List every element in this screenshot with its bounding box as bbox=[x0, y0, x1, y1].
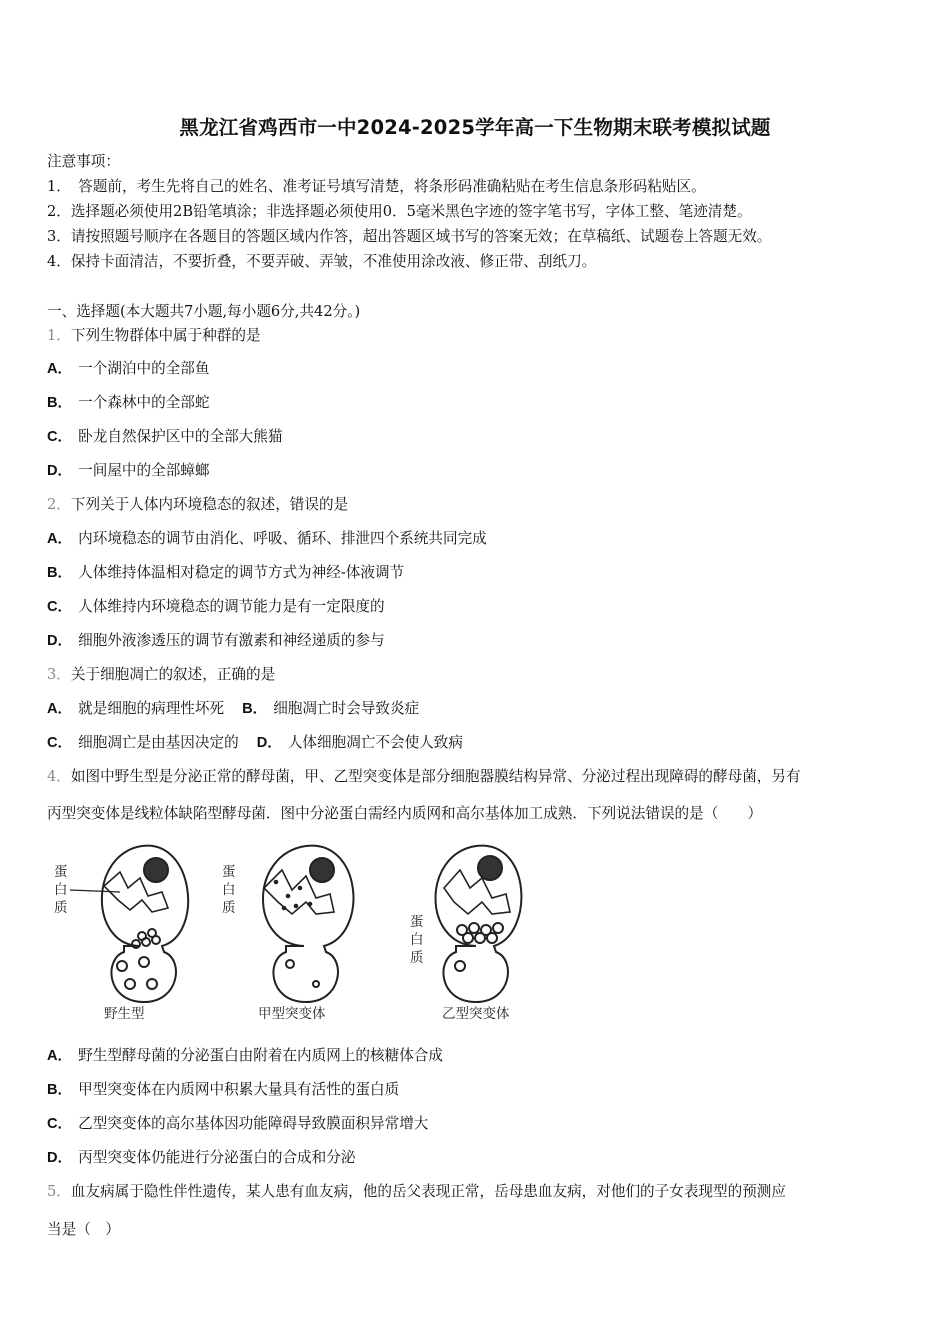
question-number: 4． bbox=[47, 768, 71, 785]
protein-label: 质 bbox=[222, 900, 236, 916]
question-number: 5． bbox=[47, 1183, 71, 1200]
question-1-stem: 1．下列生物群体中属于种群的是 bbox=[47, 327, 261, 344]
protein-label: 质 bbox=[410, 950, 424, 966]
question-number: 3． bbox=[47, 666, 71, 683]
question-3-option-c-label: C． bbox=[47, 735, 73, 751]
caption-wild-type: 野生型 bbox=[104, 1006, 145, 1022]
question-3-option-d-label: D． bbox=[256, 735, 282, 751]
question-2-stem: 2．下列关于人体内环境稳态的叙述，错误的是 bbox=[47, 496, 349, 513]
question-2-option-c: C． 人体维持内环境稳态的调节能力是有一定限度的 bbox=[47, 598, 385, 615]
notice-item: 4．保持卡面清洁，不要折叠，不要弄破、弄皱，不准使用涂改液、修正带、刮纸刀。 bbox=[47, 253, 597, 270]
type-a-mutant-cell bbox=[263, 846, 353, 1002]
protein-label: 质 bbox=[54, 900, 68, 916]
caption-type-b: 乙型突变体 bbox=[442, 1006, 510, 1022]
question-number: 1． bbox=[47, 327, 71, 344]
notice-item: 3．请按照题号顺序在各题目的答题区域内作答，超出答题区域书写的答案无效；在草稿纸、试题卷上答题无效。 bbox=[47, 228, 772, 245]
question-1-option-a: A． 一个湖泊中的全部鱼 bbox=[47, 360, 210, 377]
question-number: 2． bbox=[47, 496, 71, 513]
question-2-option-b: B． 人体维持体温相对稳定的调节方式为神经-体液调节 bbox=[47, 564, 405, 581]
notice-item: 2．选择题必须使用2B铅笔填涂；非选择题必须使用0．5毫米黑色字迹的签字笔书写，字体工整、笔迹清楚。 bbox=[47, 203, 752, 220]
yeast-cell-figure bbox=[44, 834, 534, 1026]
question-4-option-a: A． 野生型酵母菌的分泌蛋白由附着在内质网上的核糖体合成 bbox=[47, 1047, 443, 1064]
type-b-mutant-cell bbox=[436, 846, 522, 1002]
protein-label: 白 bbox=[54, 882, 68, 898]
question-3-options-row-2: C． 细胞凋亡是由基因决定的 D． 人体细胞凋亡不会使人致病 bbox=[47, 734, 463, 751]
question-4-option-b: B． 甲型突变体在内质网中积累大量具有活性的蛋白质 bbox=[47, 1081, 400, 1098]
question-5-stem-line-2: 当是（ ） bbox=[47, 1221, 120, 1238]
protein-label: 蛋 bbox=[410, 914, 424, 930]
page-title: 黑龙江省鸡西市一中2024-2025学年高一下生物期末联考模拟试题 bbox=[179, 116, 771, 139]
notice-heading: 注意事项： bbox=[47, 153, 120, 170]
notice-item: 1． 答题前，考生先将自己的姓名、准考证号填写清楚，将条形码准确粘贴在考生信息条形码粘贴区。 bbox=[47, 178, 706, 195]
question-1-option-c: C． 卧龙自然保护区中的全部大熊猫 bbox=[47, 428, 283, 445]
question-3-stem: 3．关于细胞凋亡的叙述，正确的是 bbox=[47, 666, 276, 683]
protein-label: 蛋 bbox=[222, 864, 236, 880]
question-3-options-row-1: A． 就是细胞的病理性坏死 B． 细胞凋亡时会导致炎症 bbox=[47, 700, 420, 717]
wild-type-cell bbox=[102, 846, 188, 1002]
question-1-option-b: B． 一个森林中的全部蛇 bbox=[47, 394, 210, 411]
question-3-option-b-label: B． bbox=[242, 701, 268, 717]
question-4-option-c: C． 乙型突变体的高尔基体因功能障碍导致膜面积异常增大 bbox=[47, 1115, 429, 1132]
question-1-option-d: D． 一间屋中的全部蟑螂 bbox=[47, 462, 210, 479]
question-3-option-a-label: A． bbox=[47, 701, 73, 717]
protein-label: 白 bbox=[410, 932, 424, 948]
protein-label: 白 bbox=[222, 882, 236, 898]
question-2-option-d: D． 细胞外液渗透压的调节有激素和神经递质的参与 bbox=[47, 632, 385, 649]
question-4-option-d: D． 丙型突变体仍能进行分泌蛋白的合成和分泌 bbox=[47, 1149, 356, 1166]
question-5-stem-line-1: 5．血友病属于隐性伴性遗传，某人患有血友病，他的岳父表现正常，岳母患血友病，对他们的子女表现型的预测应 bbox=[47, 1183, 786, 1200]
question-2-option-a: A． 内环境稳态的调节由消化、呼吸、循环、排泄四个系统共同完成 bbox=[47, 530, 487, 547]
question-4-stem-line-2: 丙型突变体是线粒体缺陷型酵母菌．图中分泌蛋白需经内质网和高尔基体加工成熟．下列说法错误的是（ ） bbox=[47, 805, 763, 822]
question-4-stem-line-1: 4．如图中野生型是分泌正常的酵母菌，甲、乙型突变体是部分细胞器膜结构异常、分泌过程出现障碍的酵母菌，另有 bbox=[47, 768, 801, 785]
section-heading: 一、选择题(本大题共7小题,每小题6分,共42分。) bbox=[47, 303, 361, 320]
caption-type-a: 甲型突变体 bbox=[258, 1006, 326, 1022]
protein-label: 蛋 bbox=[54, 864, 68, 880]
